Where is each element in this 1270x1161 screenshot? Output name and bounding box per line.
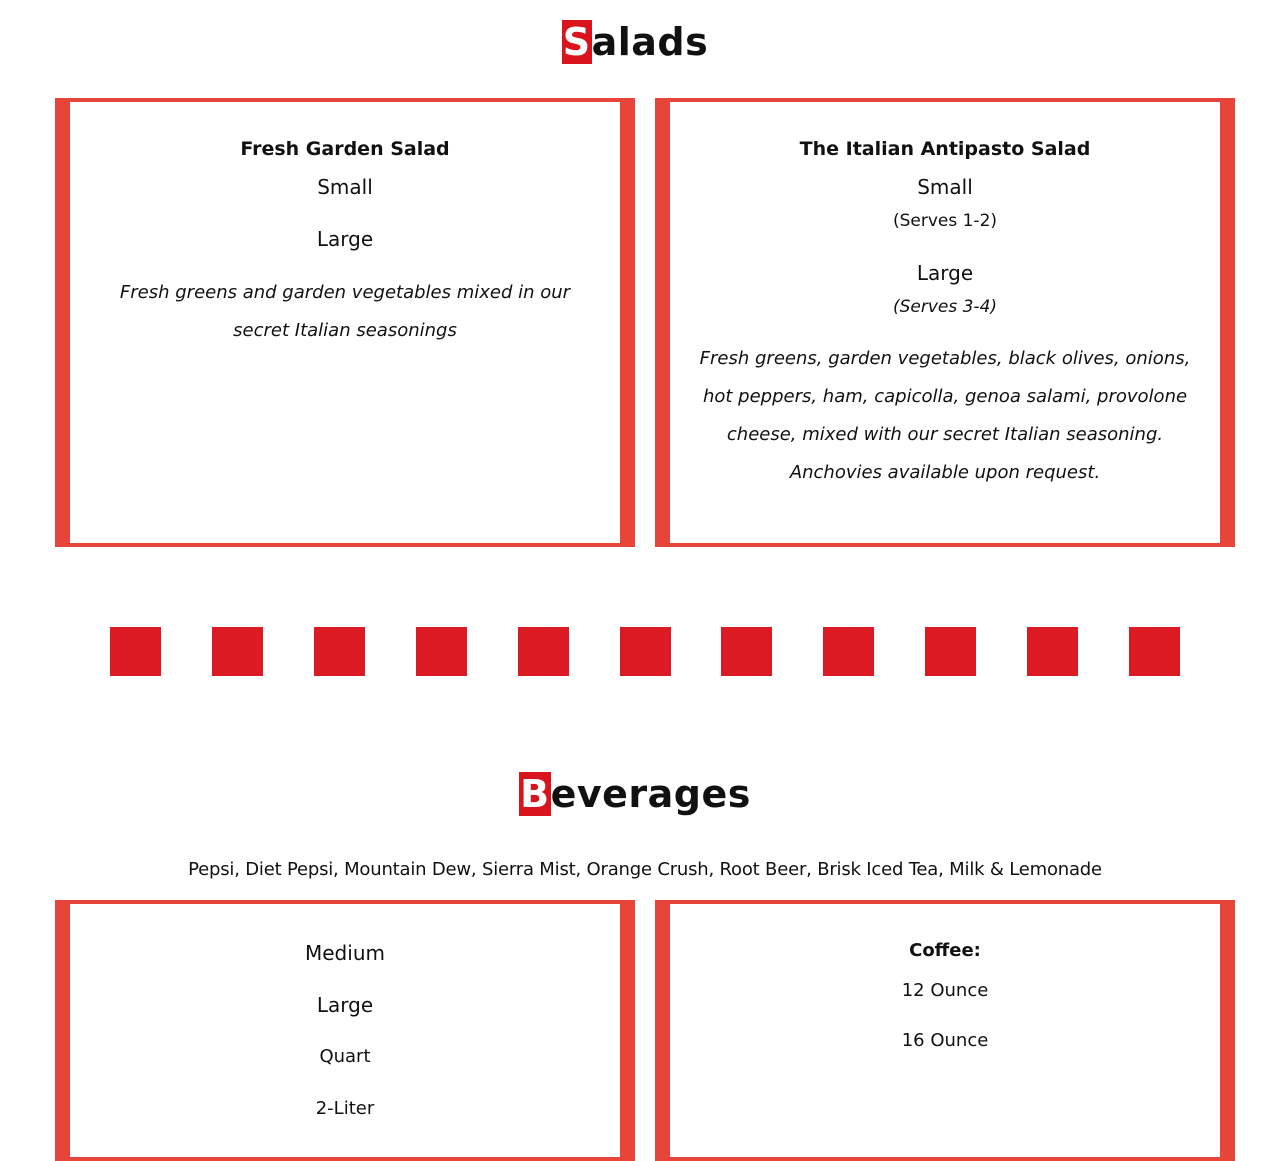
size-large: Large bbox=[316, 227, 374, 251]
checkered-divider bbox=[110, 627, 1180, 676]
divider-square bbox=[518, 627, 569, 676]
beverages-heading-rest: everages bbox=[550, 772, 751, 816]
salads-heading-rest: alads bbox=[591, 20, 709, 64]
size-12-ounce: 12 Ounce bbox=[901, 980, 989, 1001]
beverages-heading-initial: B bbox=[520, 772, 550, 816]
size-small: Small bbox=[917, 175, 973, 199]
divider-square bbox=[721, 627, 772, 676]
size-large: Large bbox=[916, 261, 974, 285]
item-description: Fresh greens and garden vegetables mixed in our secret Italian seasonings bbox=[119, 282, 571, 341]
item-name: The Italian Antipasto Salad bbox=[799, 138, 1091, 160]
coffee-label: Coffee: bbox=[909, 940, 981, 961]
divider-square bbox=[823, 627, 874, 676]
divider-square bbox=[925, 627, 976, 676]
size-16-ounce: 16 Ounce bbox=[901, 1030, 989, 1051]
soda-sizes-card bbox=[55, 900, 635, 1161]
divider-square bbox=[314, 627, 365, 676]
item-description: Fresh greens, garden vegetables, black olives, onions, hot peppers, ham, capicolla, genoa salami, provolone cheese, mixed with our secret Italian seasoning. Anchovies available upon request. bbox=[699, 348, 1191, 483]
divider-square bbox=[212, 627, 263, 676]
item-name: Fresh Garden Salad bbox=[240, 138, 450, 160]
size-large: Large bbox=[316, 993, 374, 1017]
fresh-garden-salad-card bbox=[55, 98, 635, 547]
serves-small: (Serves 1-2) bbox=[892, 211, 998, 231]
italian-antipasto-salad-card bbox=[655, 98, 1235, 547]
divider-square bbox=[1027, 627, 1078, 676]
serves-large: (Serves 3-4) bbox=[892, 297, 998, 317]
divider-square bbox=[110, 627, 161, 676]
divider-square bbox=[1129, 627, 1180, 676]
size-quart: Quart bbox=[319, 1046, 371, 1067]
salads-heading bbox=[0, 20, 1270, 64]
salads-heading-initial: S bbox=[562, 20, 591, 64]
beverages-heading bbox=[0, 772, 1270, 816]
size-small: Small bbox=[317, 175, 373, 199]
coffee-card bbox=[655, 900, 1235, 1161]
size-2-liter: 2-Liter bbox=[315, 1098, 375, 1119]
beverage-list: Pepsi, Diet Pepsi, Mountain Dew, Sierra Mist, Orange Crush, Root Beer, Brisk Iced Tea, Milk & Lemonade bbox=[188, 859, 1102, 880]
divider-square bbox=[416, 627, 467, 676]
size-medium: Medium bbox=[305, 941, 385, 965]
divider-square bbox=[620, 627, 671, 676]
